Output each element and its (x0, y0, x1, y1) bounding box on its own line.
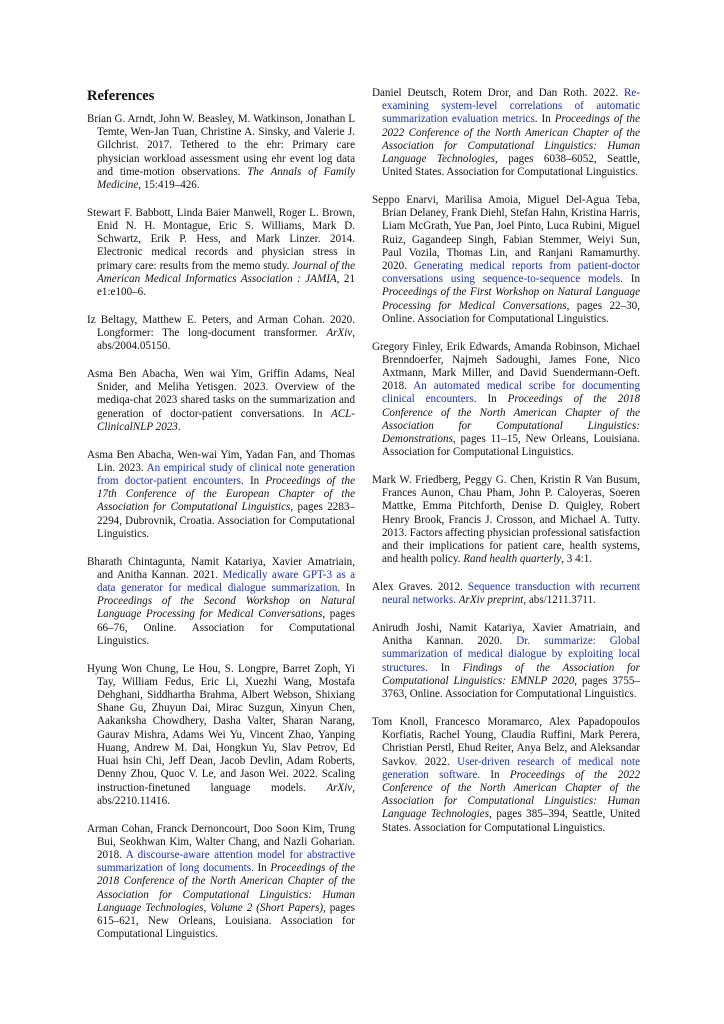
reference-text: , pages 2283–2294, Dubrovnik, Croatia. Association for Computational Linguistics. (97, 501, 355, 540)
right-reference-list (372, 87, 640, 835)
reference-entry (87, 823, 355, 942)
right-column (372, 87, 640, 849)
reference-text: , pages 66–76, Online. Association for Computational Linguistics. (97, 608, 356, 647)
reference-title-link[interactable]: User-driven research of medical note generation software (382, 755, 640, 781)
reference-venue: Rand health quarterly (463, 553, 562, 566)
reference-text: . In (534, 113, 555, 126)
reference-venue: ArXiv (326, 781, 353, 794)
reference-text: Hyung Won Chung, Le Hou, S. Longpre, Barret Zoph, Yi Tay, William Fedus, Eric Li, Xuezhi Wang, Mostafa Dehghani, Siddhartha Brahma, Albert Webson, Shixiang Shane Gu, Zhuyun Dai, Mirac Suzgun, Xinyun Chen, Aakanksha Chowdhery, Dasha Valter, Sharan Narang, Gaurav Mishra, Adams Wei Yu, Vincent Zhao, Yanping Huang, Andrew M. Dai, Hongkun Yu, Slav Petrov, Ed Huai hsin Chi, Jeff Dean, Jacob Devlin, Adam Roberts, Denny Zhou, Quoc V. Le, and Jason Wei. 2022. Scaling instruction-finetuned language models. (87, 662, 355, 794)
reference-entry (372, 474, 640, 566)
reference-venue: Findings of the Association for Computational Linguistics: EMNLP 2020 (382, 661, 640, 687)
reference-text: , pages 385–394, Seattle, United States. Association for Computational Linguistics. (382, 808, 640, 834)
reference-text: . In (251, 862, 271, 875)
reference-venue: ArXiv (326, 327, 353, 340)
reference-entry (87, 314, 355, 354)
reference-venue: Journal of the American Medical Informatics Association : JAMIA (97, 259, 355, 285)
reference-venue: Proceedings of the 17th Conference of the European Chapter of the Association for Computational Linguistics (97, 475, 355, 514)
reference-text: . In (620, 273, 640, 286)
reference-title-link[interactable]: Generating medical reports from patient-doctor conversations using sequence-to-sequence models (382, 260, 641, 286)
reference-text: . In (337, 582, 355, 595)
reference-entry (372, 716, 640, 835)
reference-title-link[interactable]: An automated medical scribe for documenting clinical encounters (382, 380, 641, 406)
reference-venue: Proceedings of the 2022 Conference of the North American Chapter of the Association for Computational Linguistics: Human Language Technologies (382, 768, 640, 821)
reference-title-link[interactable]: Re-examining system-level correlations of automatic summarization evaluation metrics (382, 87, 640, 126)
reference-text: . In (241, 475, 266, 488)
reference-venue: Proceedings of the 2022 Conference of the North American Chapter of the Association for Computational Linguistics: Human Language Technologies (382, 113, 640, 166)
reference-entry (372, 581, 640, 607)
reference-entry (372, 87, 640, 179)
reference-text: . In (477, 768, 510, 781)
reference-text: , abs/1211.3711. (523, 594, 596, 607)
reference-text: Arman Cohan, Franck Dernoncourt, Doo Soon Kim, Trung Bui, Seokhwan Kim, Walter Chang, and Nazli Goharian. 2018. (87, 822, 355, 861)
reference-text: Seppo Enarvi, Marilisa Amoia, Miguel Del-Agua Teba, Brian Delaney, Frank Diehl, Stefan Hahn, Kristina Harris, Liam McGrath, Yue Pan, Joel Pinto, Luca Rubini, Miguel Ruiz, Gagandeep Singh, Fabian Stemmer, Weiyi Sun, Paul Vozila, Thomas Lin, and Ranjani Ramamurthy. 2020. (372, 194, 640, 273)
reference-venue: ArXiv preprint (458, 594, 524, 607)
reference-title-link[interactable]: Dr. summarize: Global summarization of medical dialogue by exploiting local structures (382, 635, 640, 674)
reference-text: Asma Ben Abacha, Wen-wai Yim, Yadan Fan, and Thomas Lin. 2023. (87, 448, 355, 474)
reference-text: , pages 22–30, Online. Association for Computational Linguistics. (382, 299, 640, 325)
reference-venue: ACL-ClinicalNLP 2023 (97, 407, 355, 433)
reference-venue: Proceedings of the Second Workshop on Natural Language Processing for Medical Conversations (97, 595, 355, 621)
reference-text: Asma Ben Abacha, Wen wai Yim, Griffin Adams, Neal Snider, and Meliha Yetisgen. 2023. Overview of the mediqa-chat 2023 shared tasks on the summarization and generation of doctor-patient conversations. In (87, 368, 355, 420)
reference-text: Daniel Deutsch, Rotem Dror, and Dan Roth. 2022. (372, 87, 624, 99)
reference-text: Iz Beltagy, Matthew E. Peters, and Arman Cohan. 2020. Longformer: The long-document transformer. (87, 313, 355, 340)
reference-entry (372, 341, 640, 460)
reference-text: Mark W. Friedberg, Peggy G. Chen, Kristin R Van Busum, Frances Aunon, Chau Pham, John P. Caloyeras, Soeren Mattke, Emma Pitchforth, Denise D. Quigley, Robert Henry Brook, Francis J. Crosson, and Michael A. Tutty. 2013. Factors affecting physician professional satisfaction and their implications for patient care, health systems, and health policy. (372, 474, 640, 566)
reference-text: , pages 615–621, New Orleans, Louisiana. Association for Computational Linguistics. (97, 901, 355, 941)
reference-entry (87, 113, 355, 192)
reference-text: , pages 3755–3763, Online. Association for Computational Linguistics. (382, 674, 640, 701)
reference-text: . In (473, 393, 508, 406)
references-heading: References (87, 88, 155, 104)
reference-venue: The Annals of Family Medicine (97, 165, 355, 192)
reference-text: . (177, 420, 181, 433)
reference-text: Alex Graves. 2012. (372, 581, 468, 594)
reference-venue: Proceedings of the First Workshop on Natural Language Processing for Medical Conversations (382, 286, 640, 312)
left-column (87, 87, 355, 956)
reference-entry (87, 449, 355, 541)
reference-entry (372, 622, 640, 701)
reference-entry (87, 556, 355, 648)
reference-text: , pages 11–15, New Orleans, Louisiana. Association for Computational Linguistics. (382, 433, 640, 459)
reference-entry (87, 207, 355, 299)
reference-title-link[interactable]: An empirical study of clinical note generation from doctor-patient encounters (97, 461, 356, 488)
reference-text: Tom Knoll, Francesco Moramarco, Alex Papadopoulos Korfiatis, Rachel Young, Claudia Ruffini, Mark Perera, Christian Perstl, Ehud Reiter, Anya Belz, and Aleksandar Savkov. 2022. (372, 715, 640, 768)
left-reference-list (87, 113, 355, 941)
reference-text: Gregory Finley, Erik Edwards, Amanda Robinson, Michael Brenndoerfer, Najmeh Sadoughi, James Fone, Nico Axtmann, Mark Miller, and David Suendermann-Oeft. 2018. (372, 340, 640, 393)
reference-title-link[interactable]: Sequence transduction with recurrent neural networks (382, 581, 640, 607)
reference-text: Anirudh Joshi, Namit Katariya, Xavier Amatriain, and Anitha Kannan. 2020. (372, 622, 640, 648)
reference-text: , pages 6038–6052, Seattle, United States. Association for Computational Linguistics. (382, 153, 640, 179)
reference-text: Stewart F. Babbott, Linda Baier Manwell, Roger L. Brown, Enid N. H. Montague, Eric S. Williams, Mark D. Schwartz, Erik P. Hess, and Mark Linzer. 2014. Electronic medical records and physician stress in primary care: results from the memo study. (87, 206, 355, 272)
reference-text: , 15:419–426. (138, 179, 200, 192)
reference-text: , abs/2004.05150. (97, 327, 355, 353)
reference-title-link[interactable]: A discourse-aware attention model for abstractive summarization of long documents (97, 848, 355, 875)
reference-text: . In (425, 661, 463, 674)
reference-text: , 3 4:1. (561, 553, 593, 566)
reference-venue: Proceedings of the 2018 Conference of the North American Chapter of the Association for Computational Linguistics: Demonstrations (382, 393, 640, 446)
reference-entry (87, 663, 355, 808)
reference-text: Bharath Chintagunta, Namit Katariya, Xavier Amatriain, and Anitha Kannan. 2021. (87, 555, 355, 581)
reference-entry (87, 368, 355, 434)
reference-text: Brian G. Arndt, John W. Beasley, M. Watkinson, Jonathan L Temte, Wen-Jan Tuan, Christine A. Sinsky, and Valerie J. Gilchrist. 2017. Tethered to the ehr: Primary care physician workload assessment using ehr event log data and time-motion observations. (87, 113, 355, 178)
reference-entry (372, 194, 640, 326)
reference-text: . (453, 594, 459, 607)
reference-text: , 21 e1:e100–6. (97, 272, 356, 299)
reference-venue: Proceedings of the 2018 Conference of the North American Chapter of the Association for Computational Linguistics: Human Language Technologies, Volume 2 (Short Papers) (97, 862, 355, 914)
reference-title-link[interactable]: Medically aware GPT-3 as a data generator for medical dialogue summarization (97, 568, 355, 595)
reference-text: , abs/2210.11416. (97, 781, 355, 807)
